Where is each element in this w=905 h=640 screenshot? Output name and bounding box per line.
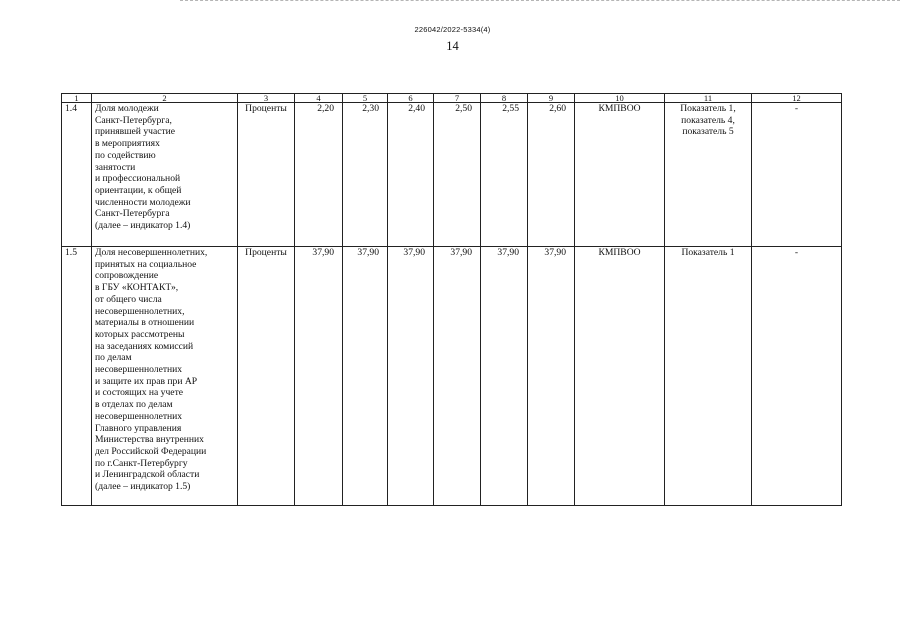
value-cell: 37,90 [481,247,528,506]
column-number: 4 [295,94,343,103]
table-row-indicator-1-4 [62,103,842,247]
row-number: 1.4 [62,103,92,247]
value-cell: 37,90 [388,247,434,506]
table-row-indicator-1-5 [62,247,842,506]
indicator-name: Доля молодежи Санкт-Петербурга, принявшей участие в мероприятиях по содействию занятости и профессиональной ориентации, к общей численности молодежи Санкт-Петербурга (далее – индикатор 1.4) [92,103,238,247]
column-number: 12 [752,94,842,103]
column-number: 2 [92,94,238,103]
value-cell: 2,20 [295,103,343,247]
indicator-name: Доля несовершеннолетних, принятых на социальное сопровождение в ГБУ «КОНТАКТ», от общего числа несовершеннолетних, материалы в отношении которых рассмотрены на заседаниях комиссий по делам несовершеннолетних и защите их прав при АР и состоящих на учете в отделах по делам несовершеннолетних Главного управления Министерства внутренних дел Российской Федерации по г.Санкт-Петербургу и Ленинградской области (далее – индикатор 1.5) [92,247,238,506]
responsible-executor: КМПВОО [575,103,665,247]
row-number: 1.5 [62,247,92,506]
value-cell: 37,90 [343,247,388,506]
unit-of-measure: Проценты [238,103,295,247]
value-cell: 2,60 [528,103,575,247]
value-cell: 2,55 [481,103,528,247]
value-cell: 2,30 [343,103,388,247]
value-cell: 37,90 [434,247,481,506]
responsible-executor: КМПВОО [575,247,665,506]
column-number: 10 [575,94,665,103]
column-number: 11 [665,94,752,103]
value-cell: 37,90 [528,247,575,506]
indicators-table [61,93,842,506]
column-number: 5 [343,94,388,103]
column-number: 6 [388,94,434,103]
value-cell: 2,40 [388,103,434,247]
column-number: 3 [238,94,295,103]
linked-indicator: Показатель 1, показатель 4, показатель 5 [665,103,752,247]
column-number: 1 [62,94,92,103]
document-id: 226042/2022-5334(4) [414,25,491,34]
scan-top-edge [180,0,900,3]
column-number: 9 [528,94,575,103]
column-number-row [62,94,842,103]
column-number: 8 [481,94,528,103]
note-cell: - [752,247,842,506]
value-cell: 37,90 [295,247,343,506]
value-cell: 2,50 [434,103,481,247]
note-cell: - [752,103,842,247]
unit-of-measure: Проценты [238,247,295,506]
page-number: 14 [446,39,459,53]
column-number: 7 [434,94,481,103]
linked-indicator: Показатель 1 [665,247,752,506]
